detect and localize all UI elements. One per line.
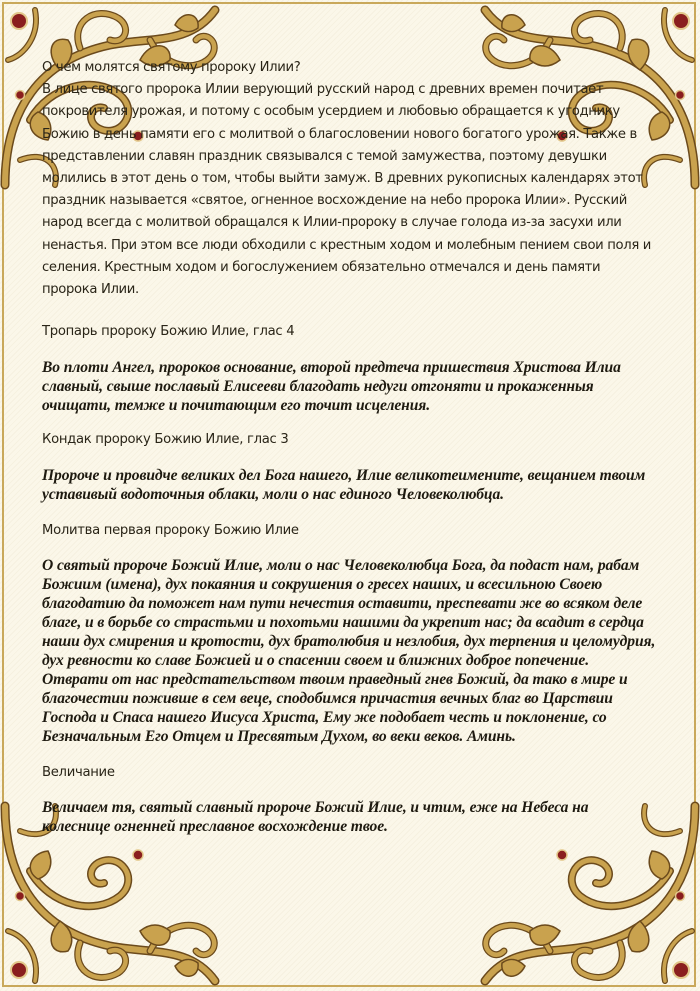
- troparion-title: Тропарь пророку Божию Илие, глас 4: [42, 324, 295, 340]
- prayer-text: О святый пророче Божий Илие, моли о нас Человеколюбца Бога, да подаст нам, рабам Божиим (имена), дух покаяния и сокрушения о гресех наших, и всесильною Своею благодатию да поможет нам пути нечестия оставити, преспевати же во всяком деле благе, и в борьбе со страстьми и похотьми нашими да укрепит нас; да всадит в сердца наши дух смирения и кротости, дух братолюбия и незлобия, дух терпения и целомудрия, дух ревности ко славе Божией и о спасении своем и ближних доброе попечение. Отврати от нас предстательством твоим праведный гнев Божий, да тако в мире и благочестии поживше в сем веце, сподобимся причастия вечных благ во Царствии Господа и Спаса нашего Иисуса Христа, Ему же подобает честь и поклонение, со Безначальным Его Отцем и Пресвятым Духом, во веки веков. Аминь.: [42, 557, 656, 746]
- troparion-text: Во плоти Ангел, пророков основание, второй предтеча пришествия Христова Илиа славный, свыше пославый Елисееви благодать недуги отгоняти и прокаженныя очищати, темже и почитающим его точит исцеления.: [42, 359, 621, 415]
- article-body: [42, 57, 656, 836]
- magnification-title: Величание: [42, 765, 115, 781]
- kontakion-title: Кондак пророку Божию Илие, глас 3: [42, 432, 289, 448]
- magnification-text: Величаем тя, святый славный пророче Божий Илие, и чтим, еже на Небеса на колеснице огненней преславное восхождение твое.: [42, 799, 589, 836]
- kontakion-text: Пророче и провидче великих дел Бога нашего, Илие великотеимените, вещанием твоим уставивый водоточныя облаки, моли о нас единого Человеколюбца.: [42, 467, 646, 504]
- prayer-title: Молитва первая пророку Божию Илие: [42, 523, 299, 539]
- question-heading: О чем молятся святому пророку Илии?: [42, 60, 301, 75]
- intro-paragraph: В лице святого пророка Илии верующий русский народ с древних времен почитает покровителя урожая, и потому с особым усердием и любовью обращается к угоднику Божию в день памяти его с молитвой о благословении нового богатого урожая. Также в представлении славян праздник связывался с темой замужества, поэтому девушки молились в этот день о том, чтобы выйти замуж. В древних рукописных календарях этот праздник называется «святое, огненное восхождение на небо пророка Илии». Русский народ всегда с молитвой обращался к Илии-пророку в случае голода из-за засухи или ненастья. При этом все люди обходили с крестным ходом и молебным пением свои поля и селения. Крестным ходом и богослужением обязательно отмечался и день памяти пророка Илии.: [42, 82, 651, 298]
